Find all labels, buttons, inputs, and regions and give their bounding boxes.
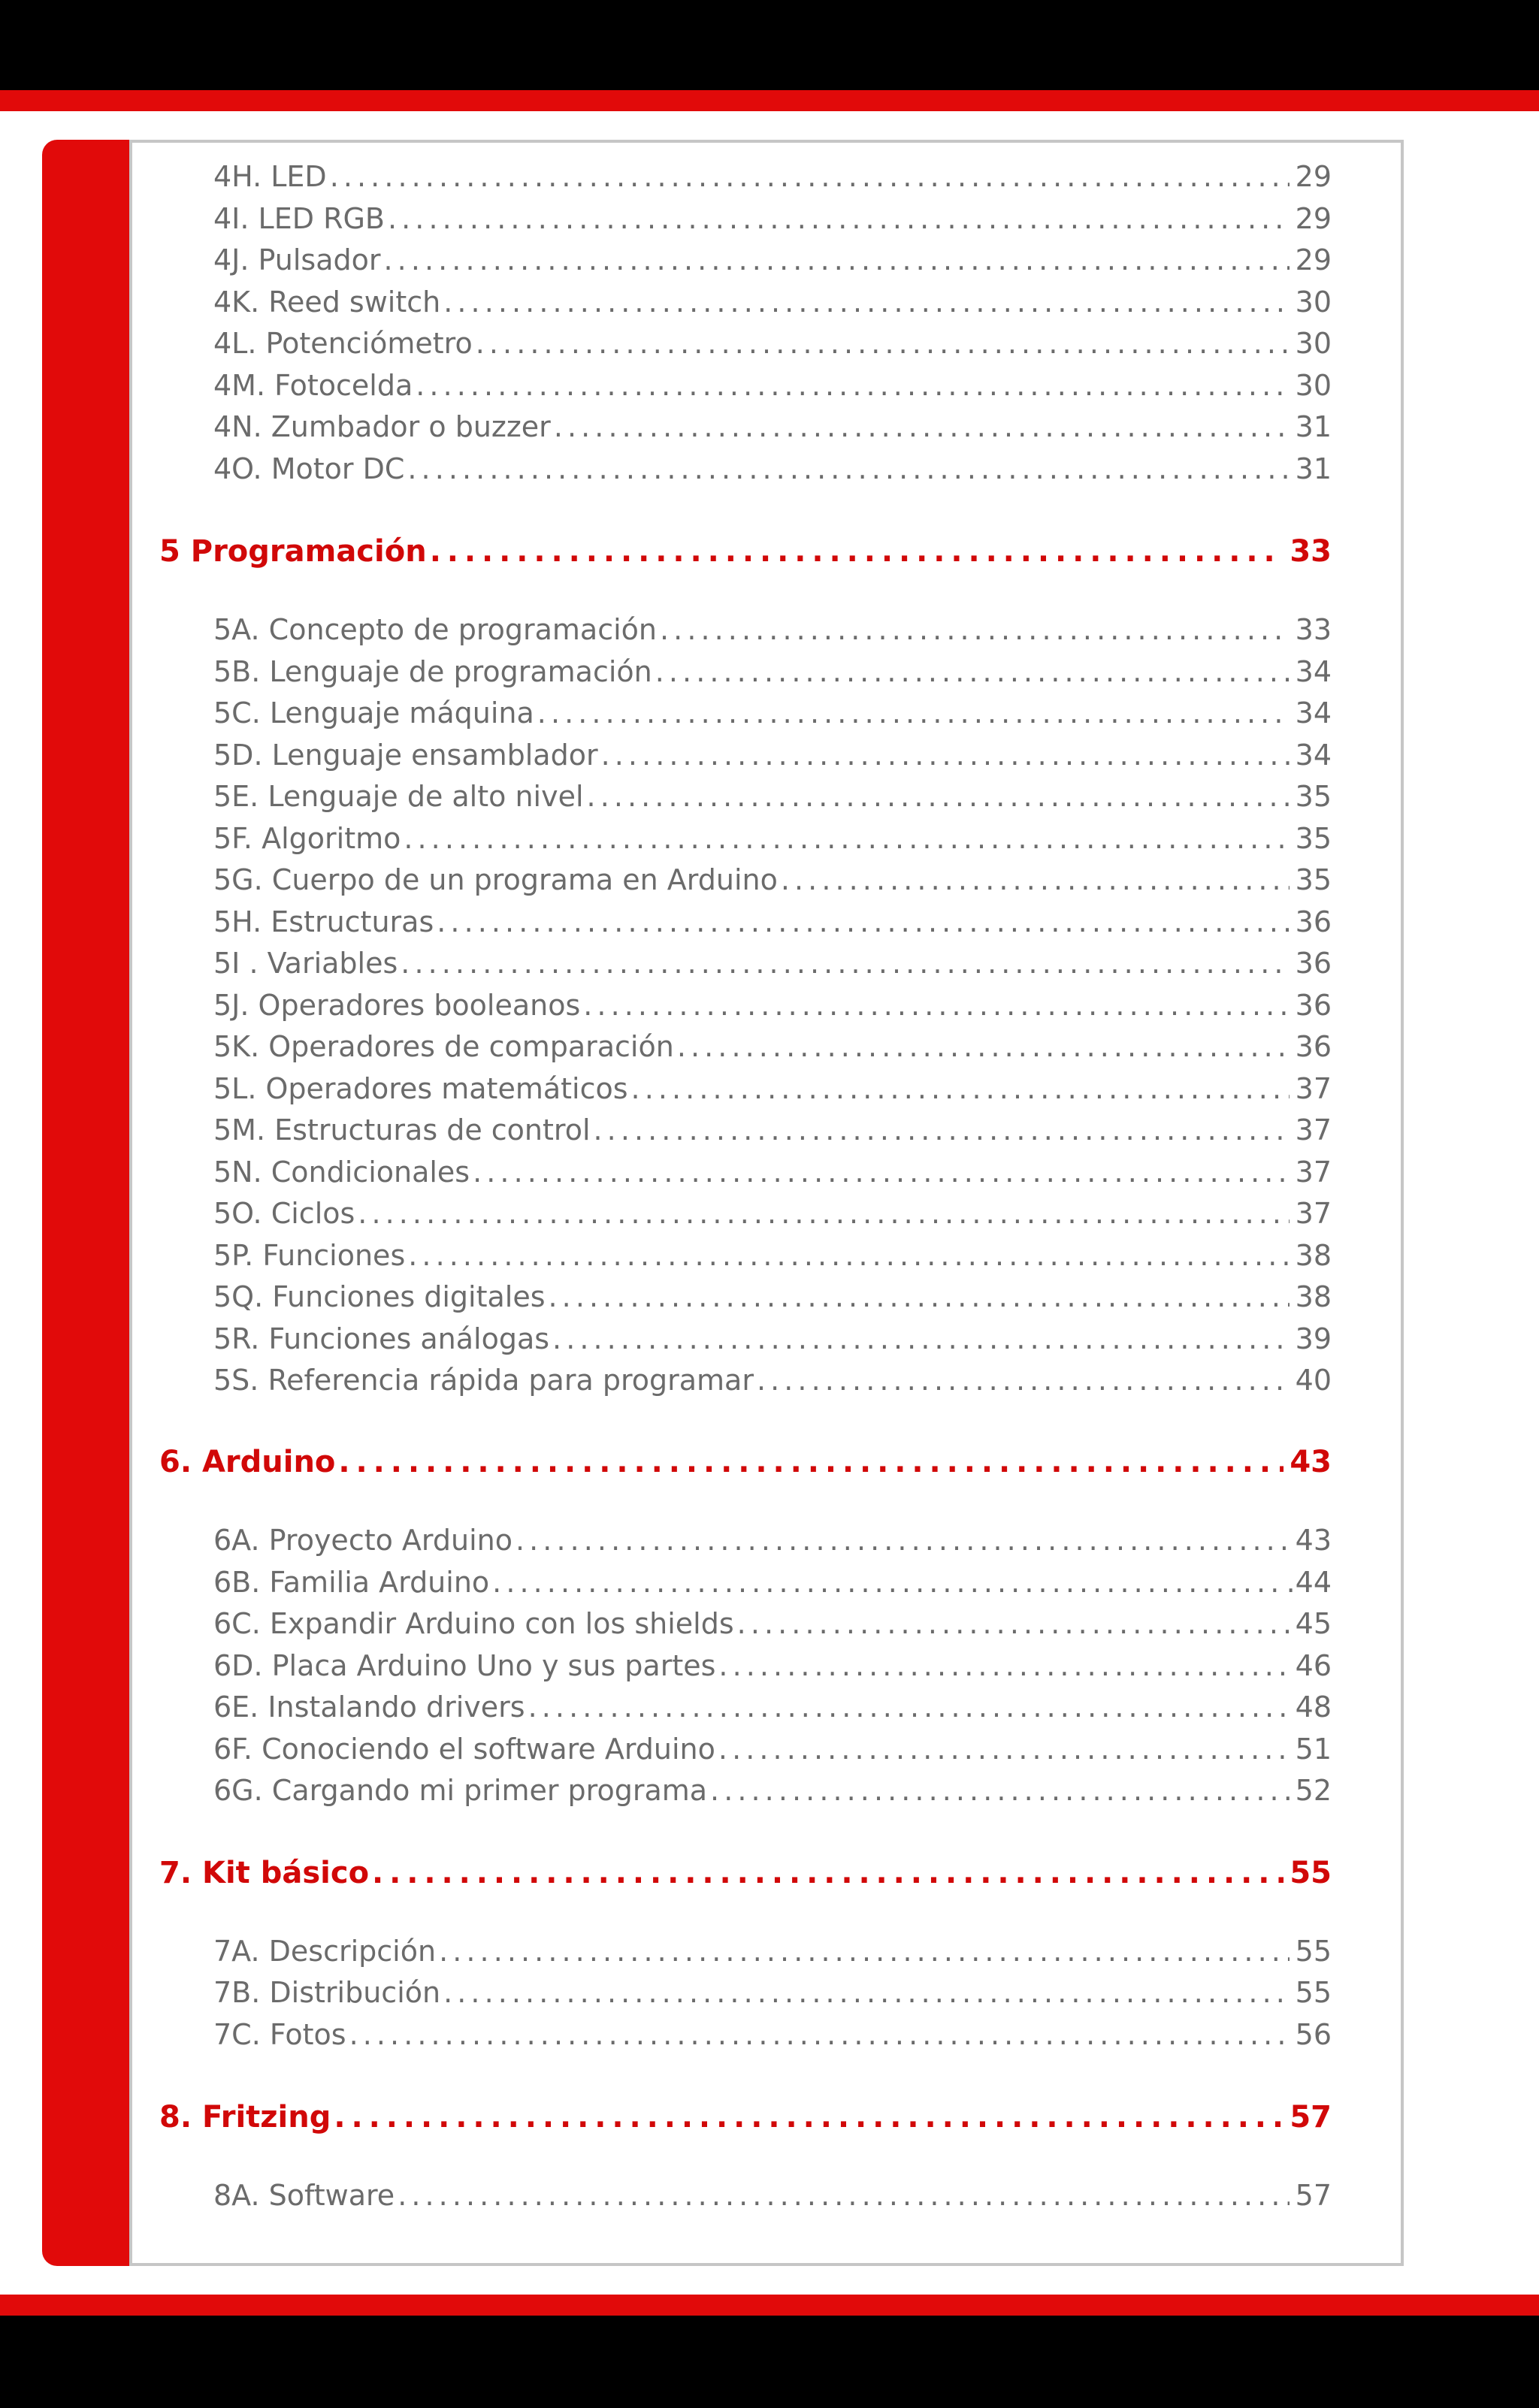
toc-entry[interactable] — [213, 1563, 1332, 1602]
toc-entry-page: 36 — [1295, 989, 1332, 1022]
toc-entry[interactable] — [213, 1236, 1332, 1275]
toc-entry-label: 4O. Motor DC — [213, 452, 405, 485]
dot-leader — [372, 1854, 1284, 1893]
toc-entry-label: 5P. Funciones — [213, 1239, 406, 1272]
toc-entry[interactable] — [213, 1687, 1332, 1727]
toc-entry[interactable] — [213, 240, 1332, 279]
toc-entry-label: 8A. Software — [213, 2179, 395, 2212]
toc-entry-label: 6G. Cargando mi primer programa — [213, 1774, 708, 1807]
toc-entry-page: 39 — [1295, 1322, 1332, 1355]
toc-entry[interactable] — [213, 610, 1332, 649]
toc-entry-page: 56 — [1295, 2018, 1332, 2051]
toc-entry[interactable] — [213, 157, 1332, 196]
toc-entry-page: 37 — [1295, 1113, 1332, 1147]
toc-entry-page: 35 — [1295, 780, 1332, 813]
toc-chapter-page: 33 — [1290, 534, 1332, 569]
toc-entry-label: 6F. Conociendo el software Arduino — [213, 1733, 715, 1766]
toc-entry[interactable] — [213, 819, 1332, 858]
dot-leader — [384, 240, 1290, 279]
toc-entry-label: 5O. Ciclos — [213, 1197, 355, 1230]
dot-leader — [338, 1443, 1284, 1482]
toc-chapter-label: 6. Arduino — [159, 1445, 336, 1479]
toc-entry-label: 5H. Estructuras — [213, 905, 434, 938]
toc-chapter-page: 57 — [1290, 2100, 1332, 2135]
toc-entry-page: 37 — [1295, 1072, 1332, 1105]
toc-entry[interactable] — [213, 324, 1332, 363]
toc-entry[interactable] — [213, 1277, 1332, 1316]
toc-entry-label: 5R. Funciones análogas — [213, 1322, 550, 1355]
toc-entry-label: 5D. Lenguaje ensamblador — [213, 739, 598, 772]
toc-entry[interactable] — [213, 986, 1332, 1025]
dot-leader — [718, 1730, 1290, 1769]
toc-entry-page: 37 — [1295, 1197, 1332, 1230]
toc-entry-label: 5J. Operadores booleanos — [213, 989, 581, 1022]
toc-entry-page: .44 — [1286, 1566, 1332, 1599]
toc-entry[interactable] — [213, 860, 1332, 899]
dot-leader — [549, 1277, 1290, 1316]
dot-leader — [718, 1646, 1289, 1685]
toc-entry-page: 37 — [1295, 1156, 1332, 1189]
toc-entry-label: 7A. Descripción — [213, 1935, 437, 1968]
toc-entry[interactable] — [213, 1153, 1332, 1192]
toc-entry-label: 4N. Zumbador o buzzer — [213, 410, 551, 443]
toc-entry-label: 7C. Fotos — [213, 2018, 346, 2051]
toc-entry[interactable] — [213, 1932, 1332, 1971]
dot-leader — [476, 324, 1290, 363]
toc-entry-label: 4K. Reed switch — [213, 286, 441, 319]
toc-entry-label: 4L. Potenciómetro — [213, 327, 473, 360]
toc-entry-label: 6E. Instalando drivers — [213, 1690, 525, 1724]
side-red-tab — [42, 140, 132, 2266]
toc-entry-label: 4M. Fotocelda — [213, 369, 413, 402]
toc-entry-page: 29 — [1295, 160, 1332, 193]
top-red-stripe — [0, 90, 1539, 111]
toc-entry-label: 5B. Lenguaje de programación — [213, 655, 652, 688]
dot-leader — [408, 1236, 1289, 1275]
dot-leader — [660, 610, 1290, 649]
toc-entry[interactable] — [213, 693, 1332, 733]
toc-entry-page: 48 — [1295, 1690, 1332, 1724]
toc-entry-label: 5K. Operadores de comparación — [213, 1030, 674, 1063]
dot-leader — [443, 282, 1289, 322]
dot-leader — [443, 1973, 1290, 2012]
toc-entry-label: 5C. Lenguaje máquina — [213, 696, 534, 730]
toc-entry-label: 5I . Variables — [213, 947, 398, 980]
toc-entry-page: 40 — [1295, 1364, 1332, 1397]
toc-entry[interactable] — [213, 777, 1332, 816]
toc-entry[interactable] — [213, 902, 1332, 941]
toc-entry-label: 4I. LED RGB — [213, 202, 385, 235]
toc-entry-label: 5N. Condicionales — [213, 1156, 470, 1189]
toc-chapter-heading[interactable] — [159, 2098, 1332, 2137]
toc-entry-label: 5E. Lenguaje de alto nivel — [213, 780, 584, 813]
toc-chapter-heading[interactable] — [159, 1443, 1332, 1482]
toc-entry-page: 55 — [1295, 1976, 1332, 2009]
toc-entry-label: 5Q. Funciones digitales — [213, 1280, 546, 1313]
toc-entry[interactable] — [213, 199, 1332, 238]
toc-entry-page: 52 — [1295, 1774, 1332, 1807]
toc-entry-page: 36 — [1295, 1030, 1332, 1063]
dot-leader — [631, 1069, 1290, 1108]
toc-entry-page: 34 — [1295, 696, 1332, 730]
toc-entry-label: 5A. Concepto de programación — [213, 613, 658, 646]
toc-entry[interactable] — [213, 407, 1332, 446]
toc-entry[interactable] — [213, 2176, 1332, 2215]
toc-entry-page: 46 — [1295, 1649, 1332, 1682]
bottom-red-stripe — [0, 2295, 1539, 2316]
toc-entry[interactable] — [213, 944, 1332, 983]
dot-leader — [473, 1153, 1290, 1192]
dot-leader — [358, 1194, 1289, 1233]
toc-entry[interactable] — [213, 2015, 1332, 2054]
dot-leader — [437, 902, 1289, 941]
dot-leader — [407, 449, 1289, 488]
toc-entry-label: 5G. Cuerpo de un programa en Arduino — [213, 863, 778, 896]
dot-leader — [404, 819, 1289, 858]
dot-leader — [401, 944, 1289, 983]
dot-leader — [537, 693, 1290, 733]
toc-entry-label: 7B. Distribución — [213, 1976, 441, 2009]
dot-leader — [554, 407, 1290, 446]
toc-entry-page: 35 — [1295, 863, 1332, 896]
toc-entry-page: 34 — [1295, 655, 1332, 688]
dot-leader — [655, 652, 1290, 691]
toc-entry-label: 4H. LED — [213, 160, 327, 193]
dot-leader — [587, 777, 1290, 816]
toc-entry-label: 6A. Proyecto Arduino — [213, 1524, 512, 1557]
dot-leader — [330, 157, 1290, 196]
toc-entry-label: 6B. Familia Arduino — [213, 1566, 490, 1599]
dot-leader — [334, 2098, 1284, 2137]
toc-entry[interactable] — [213, 1973, 1332, 2012]
dot-leader — [398, 2176, 1289, 2215]
toc-entry[interactable] — [213, 736, 1332, 775]
toc-entry[interactable] — [213, 652, 1332, 691]
top-black-band — [0, 0, 1539, 90]
toc-entry[interactable] — [213, 1110, 1332, 1150]
toc-chapter-heading[interactable] — [159, 1854, 1332, 1893]
toc-entry-label: 6D. Placa Arduino Uno y sus partes — [213, 1649, 716, 1682]
toc-entry-label: 6C. Expandir Arduino con los shields — [213, 1607, 734, 1640]
toc-entry-page: 51 — [1295, 1733, 1332, 1766]
toc-entry-page: 45 — [1295, 1607, 1332, 1640]
toc-entry[interactable] — [213, 1361, 1332, 1400]
toc-entry-label: 5M. Estructuras de control — [213, 1113, 591, 1147]
toc-entry-page: 57 — [1295, 2179, 1332, 2212]
toc-entry-page: 55 — [1295, 1935, 1332, 1968]
toc-entry-label: 4J. Pulsador — [213, 243, 381, 276]
toc-entry-page: 30 — [1295, 327, 1332, 360]
toc-entry-page: 30 — [1295, 369, 1332, 402]
toc-entry-page: 38 — [1295, 1239, 1332, 1272]
toc-entry-label: 5L. Operadores matemáticos — [213, 1072, 628, 1105]
toc-entry[interactable] — [213, 1604, 1332, 1643]
toc-entry[interactable] — [213, 1730, 1332, 1769]
dot-leader — [416, 366, 1289, 405]
dot-leader — [430, 532, 1284, 571]
dot-leader — [737, 1604, 1290, 1643]
toc-entry[interactable] — [213, 1771, 1332, 1810]
toc-entry[interactable] — [213, 1069, 1332, 1108]
dot-leader — [594, 1110, 1290, 1150]
toc-entry[interactable] — [213, 1521, 1332, 1560]
toc-entry-page: 34 — [1295, 739, 1332, 772]
toc-entry[interactable] — [213, 449, 1332, 488]
toc-entry[interactable] — [213, 1319, 1332, 1358]
toc-entry[interactable] — [213, 1194, 1332, 1233]
toc-entry-page: 31 — [1295, 410, 1332, 443]
toc-entry[interactable] — [213, 1027, 1332, 1066]
toc-entry-page: 36 — [1295, 905, 1332, 938]
toc-chapter-label: 7. Kit básico — [159, 1856, 370, 1890]
dot-leader — [583, 986, 1289, 1025]
dot-leader — [388, 199, 1290, 238]
dot-leader — [601, 736, 1290, 775]
toc-entry-page: 36 — [1295, 947, 1332, 980]
toc-chapter-label: 5 Programación — [159, 534, 427, 569]
dot-leader — [516, 1521, 1290, 1560]
toc-entry-page: 29 — [1295, 243, 1332, 276]
dot-leader — [781, 860, 1290, 899]
dot-leader — [528, 1687, 1290, 1727]
toc-entry-page: 30 — [1295, 286, 1332, 319]
toc-entry-page: 43 — [1295, 1524, 1332, 1557]
toc-entry-page: 33 — [1295, 613, 1332, 646]
dot-leader — [677, 1027, 1290, 1066]
toc-entry-page: 29 — [1295, 202, 1332, 235]
toc-chapter-page: 43 — [1290, 1445, 1332, 1479]
dot-leader — [439, 1932, 1290, 1971]
toc-entry[interactable] — [213, 366, 1332, 405]
dot-leader — [757, 1361, 1290, 1400]
toc-entry-label: 5S. Referencia rápida para programar — [213, 1364, 754, 1397]
dot-leader — [349, 2015, 1290, 2054]
dot-leader — [552, 1319, 1290, 1358]
toc-entry-page: 38 — [1295, 1280, 1332, 1313]
toc-entry-page: 35 — [1295, 822, 1332, 855]
toc-entry[interactable] — [213, 1646, 1332, 1685]
toc-chapter-label: 8. Fritzing — [159, 2100, 331, 2135]
bottom-black-band — [0, 2316, 1539, 2408]
toc-entry-page: 31 — [1295, 452, 1332, 485]
dot-leader — [492, 1563, 1280, 1602]
toc-chapter-heading[interactable] — [159, 532, 1332, 571]
toc-entry-label: 5F. Algoritmo — [213, 822, 401, 855]
toc-chapter-page: 55 — [1290, 1856, 1332, 1890]
dot-leader — [710, 1771, 1290, 1810]
toc-entry[interactable] — [213, 282, 1332, 322]
